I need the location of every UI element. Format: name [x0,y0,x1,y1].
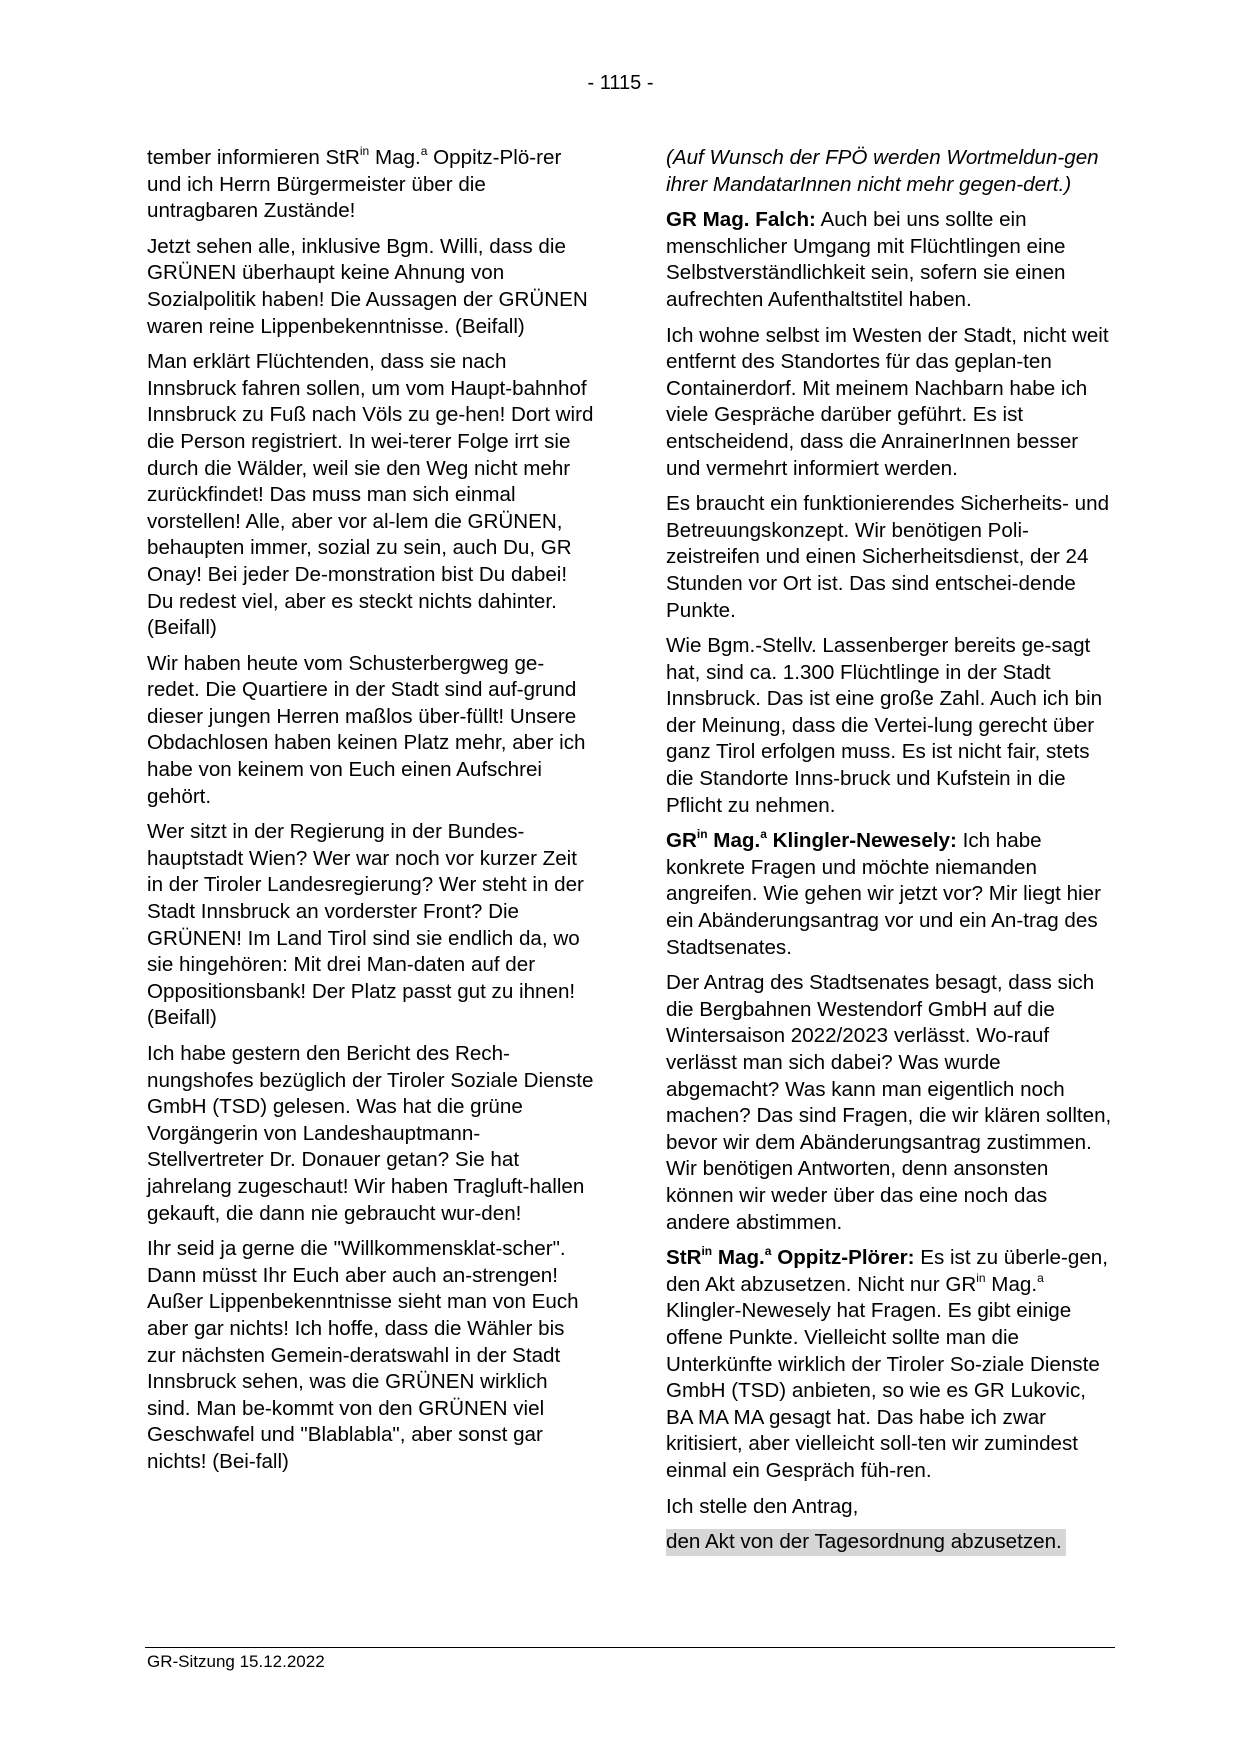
paragraph: Wer sitzt in der Regierung in der Bundes-hauptstadt Wien? Wer war noch vor kurzer Zeit in der Tiroler Landesregierung? Wer steht in der Stadt Innsbruck an vorderster Front? Die GRÜNEN! Im Land Tirol sind sie endlich da, wo sie hingehören: Mit drei Man-daten auf der Oppositionsbank! Der Platz passt gut zu ihnen! (Beifall) [147,820,584,1030]
paragraph: Wir haben heute vom Schusterbergweg ge-redet. Die Quartiere in der Stadt sind auf-grund dieser jungen Herren maßlos über-füllt! Unsere Obdachlosen haben keinen Platz mehr, aber ich habe von keinem von Euch einen Aufschrei gehört. [147,651,586,808]
speech-text: Es ist zu überle-gen, den Akt abzusetzen. Nicht nur $GR^{in}$ Mag.$^a$ Klingler-Newesely hat Fragen. Es gibt einige offene Punkte. Vielleicht sollte man die Unterkünfte wirklich der Tiroler So-ziale Dienste GmbH (TSD) anbieten, so wie es GR Lukovic, BA MA MA gesagt hat. Das habe ich zwar kritisiert, aber vielleicht soll-ten wir zumindest einmal ein Gespräch füh-ren. [666,1246,1108,1482]
speaker-name: GR Mag. Falch: [666,208,816,232]
speaker-name: $GR^{in}$ Mag.$^a$ Klingler-Newesely: [666,827,957,853]
speech-falch [666,207,1114,313]
footer-divider [145,1647,1115,1648]
paragraph: Jetzt sehen alle, inklusive Bgm. Willi, dass die GRÜNEN überhaupt keine Ahnung von Sozialpolitik haben! Die Aussagen der GRÜNEN waren reine Lippenbekenntnisse. (Beifall) [147,234,588,338]
paragraph: Ich wohne selbst im Westen der Stadt, nicht weit entfernt des Standortes für das geplan-ten Containerdorf. Mit meinem Nachbarn habe ich viele Gespräche darüber geführt. Es ist entscheidend, dass die AnrainerInnen besser und vermehrt informiert werden. [666,323,1109,480]
speech-klingler [666,828,1114,961]
highlighted-motion: den Akt von der Tagesordnung abzusetzen. [666,1529,1066,1556]
paragraph: Ich habe gestern den Bericht des Rech-nungshofes bezüglich der Tiroler Soziale Dienste GmbH (TSD) gelesen. Was hat die grüne Vorgängerin von Landeshauptmann-Stellvertreter Dr. Donauer getan? Sie hat jahrelang zugeschaut! Wir haben Tragluft-hallen gekauft, die dann nie gebraucht wur-den! [147,1042,594,1225]
speech-text: Auch bei uns sollte ein menschlicher Umgang mit Flüchtlingen eine Selbstverständlichkeit sein, sofern sie einen aufrechten Aufenthaltstitel haben. [666,208,1066,311]
speech-text: Ich habe konkrete Fragen und möchte niemanden angreifen. Wie gehen wir jetzt vor? Mir liegt hier ein Abänderungsantrag vor und ein An-trag des Stadtsenates. [666,829,1101,959]
paragraph: Ich stelle den Antrag, [666,1494,859,1518]
motion-text [666,1529,1114,1556]
paragraph: tember informieren StR$^{in}$ Mag.$^a$ Oppitz-Plö-rer und ich Herrn Bürgermeister über die untragbaren Zustände! [147,144,562,223]
speaker-name: StR$^{in}$ Mag.$^a$ Oppitz-Plörer: [666,1244,915,1270]
paragraph: Ihr seid ja gerne die "Willkommensklat-scher". Dann müsst Ihr Euch aber auch an-strengen! Außer Lippenbekenntnisse sieht man von Euch aber gar nichts! Ich hoffe, dass die Wähler bis zur nächsten Gemein-deratswahl in der Stadt Innsbruck sehen, was die GRÜNEN wirklich sind. Man be-kommt von den GRÜNEN viel Geschwafel und "Blablabla", aber sonst gar nichts! (Bei-fall) [147,1237,579,1473]
paragraph: Man erklärt Flüchtenden, dass sie nach Innsbruck fahren sollen, um vom Haupt-bahnhof Innsbruck zu Fuß nach Völs zu ge-hen! Dort wird die Person registriert. In wei-terer Folge irrt sie durch die Wälder, weil sie den Weg nicht mehr zurückfindet! Das muss man sich einmal vorstellen! Alle, aber vor al-lem die GRÜNEN, behaupten immer, sozial zu sein, auch Du, GR Onay! Bei jeder De-monstration bist Du dabei! Du redest viel, aber es steckt nichts dahinter. (Beifall) [147,350,594,640]
speech-oppitz [666,1245,1114,1484]
footer-session-date: GR-Sitzung 15.12.2022 [147,1652,325,1671]
paragraph: Es braucht ein funktionierendes Sicherheits- und Betreuungskonzept. Wir benötigen Poli-zeistreifen und einen Sicherheitsdienst, der 24 Stunden vor Ort ist. Das sind entschei-dende Punkte. [666,492,1110,622]
paragraph: Der Antrag des Stadtsenates besagt, dass sich die Bergbahnen Westendorf GmbH auf die Wintersaison 2022/2023 verlässt. Wo-rauf verlässt man sich dabei? Was wurde abgemacht? Was kann man eigentlich noch machen? Das sind Fragen, die wir klären sollten, bevor wir dem Abänderungsantrag zustimmen. Wir benötigen Antworten, denn ansonsten können wir weder über das eine noch das andere abstimmen. [666,971,1112,1234]
right-column [666,145,1114,1565]
left-column [147,145,595,1485]
page-number: - 1115 - [587,72,654,94]
editorial-note: (Auf Wunsch der FPÖ werden Wortmeldun-gen ihrer MandatarInnen nicht mehr gegen-dert.) [666,146,1099,196]
paragraph: Wie Bgm.-Stellv. Lassenberger bereits ge-sagt hat, sind ca. 1.300 Flüchtlinge in der Stadt Innsbruck. Das ist eine große Zahl. Auch ich bin der Meinung, dass die Vertei-lung gerecht über ganz Tirol erfolgen muss. Es ist nicht fair, stets die Standorte Inns-bruck und Kufstein in die Pflicht zu nehmen. [666,634,1103,817]
